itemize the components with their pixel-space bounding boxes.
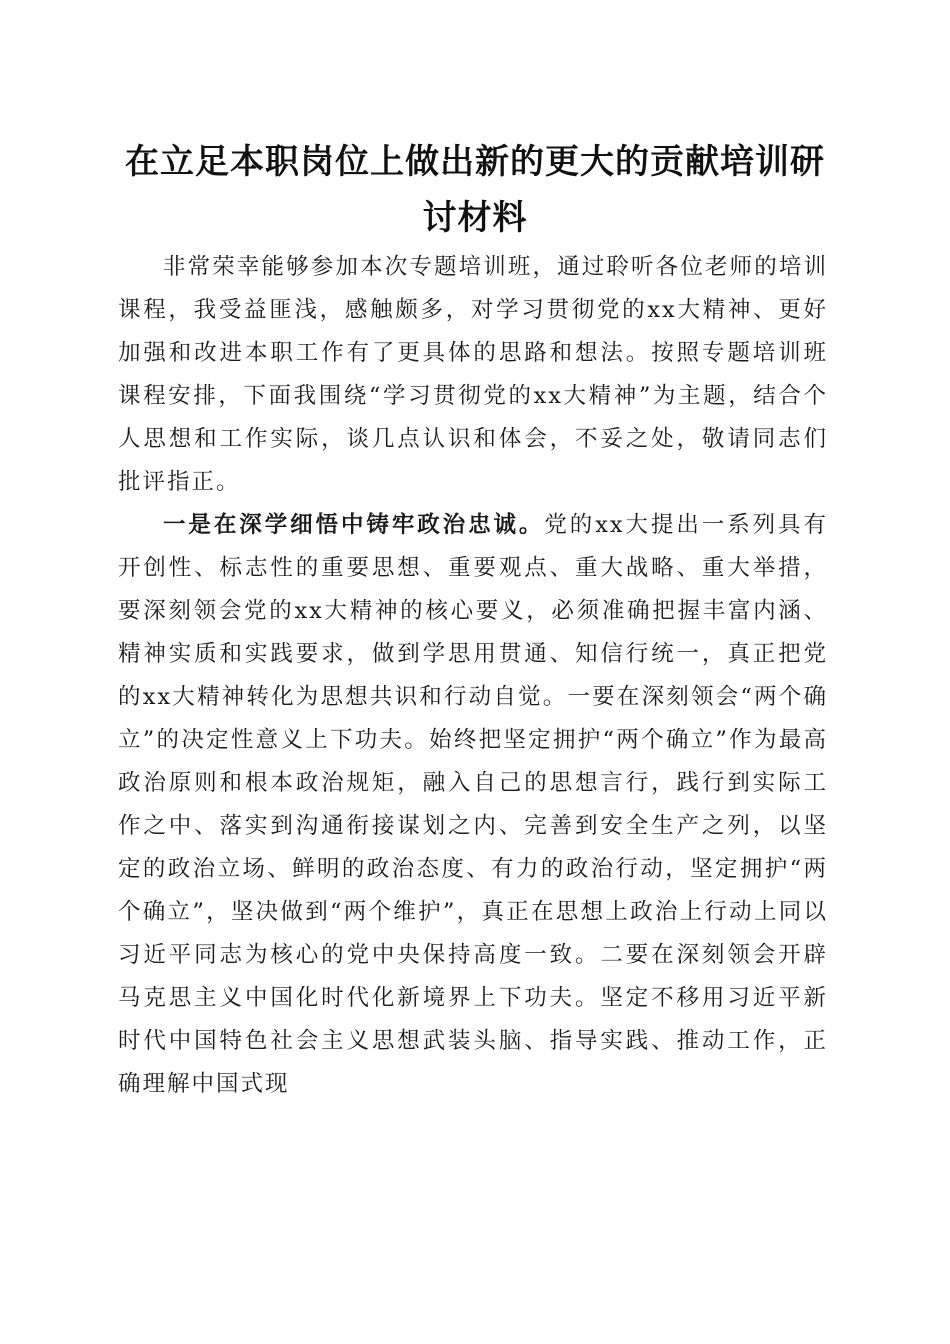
- paragraph-text: 党的xx大提出一系列具有开创性、标志性的重要思想、重要观点、重大战略、重大举措，要深刻领会党的xx大精神的核心要义，必须准确把握丰富内涵、精神实质和实践要求，做到学思用贯通、知信行统一，真正把党的xx大精神转化为思想共识和行动自觉。一要在深刻领会“两个确立”的决定性意义上下功夫。始终把坚定拥护“两个确立”作为最高政治原则和根本政治规矩，融入自己的思想言行，践行到实际工作之中、落实到沟通衔接谋划之内、完善到安全生产之列，以坚定的政治立场、鲜明的政治态度、有力的政治行动，坚定拥护“两个确立”，坚决做到“两个维护”，真正在思想上政治上行动上同以习近平同志为核心的党中央保持高度一致。二要在深刻领会开辟马克思主义中国化时代化新境界上下功夫。坚定不移用习近平新时代中国特色社会主义思想武装头脑、指导实践、推动工作，正确理解中国式现: [118, 512, 828, 1097]
- paragraph-text: 非常荣幸能够参加本次专题培训班，通过聆听各位老师的培训课程，我受益匪浅，感触颇多，对学习贯彻党的xx大精神、更好加强和改进本职工作有了更具体的思路和想法。按照专题培训班课程安排，下面我围绕“学习贯彻党的xx大精神”为主题，结合个人思想和工作实际，谈几点认识和体会，不妥之处，敬请同志们批评指正。: [118, 254, 828, 495]
- document-body: [118, 246, 828, 1106]
- paragraph-lead: 一是在深学细悟中铸牢政治忠诚。: [163, 512, 545, 538]
- intro-paragraph: [118, 246, 828, 504]
- section-one-paragraph: [118, 504, 828, 1106]
- document-title: 在立足本职岗位上做出新的更大的贡献培训研讨材料: [125, 142, 825, 238]
